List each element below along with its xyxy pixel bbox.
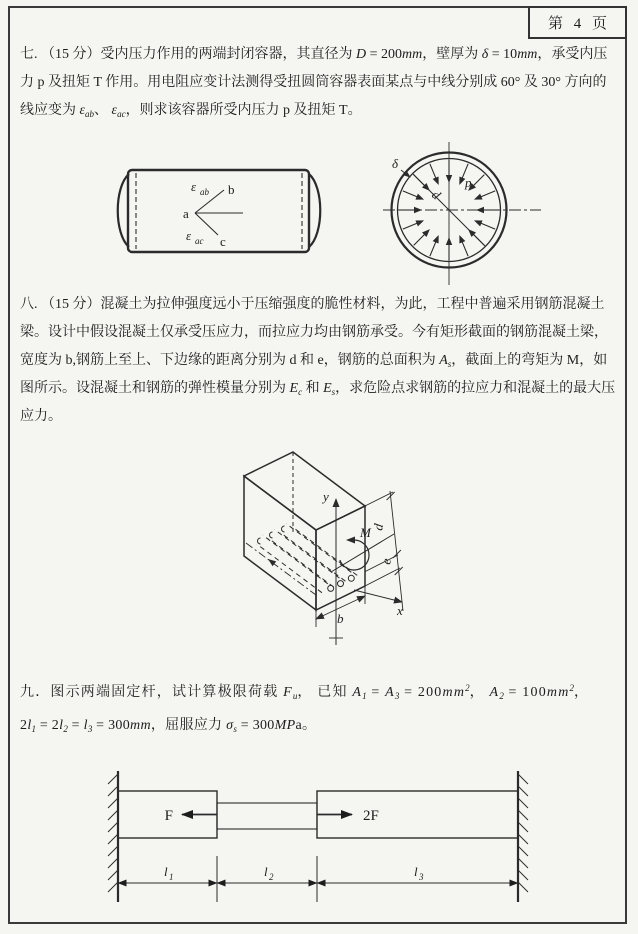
text-line: 宽度为 b,钢筋上至上、下边缘的距离分别为 d 和 e，钢筋的总面积为 $A_s$，截面上的弯矩为 M，如	[20, 353, 608, 369]
beam-outline	[244, 452, 365, 610]
cylinder-vessel-figure	[98, 147, 350, 271]
text-line: 应力。	[20, 409, 62, 424]
text-line: 图所示。设混凝土和钢筋的弹性模量分别为 $E_c$ 和 $E_s$，求危险点求钢筋的拉应力和混凝土的最大压	[20, 381, 616, 397]
label-strain-ac: ε	[186, 228, 192, 243]
problem-7-text	[20, 41, 624, 125]
x-axis	[354, 590, 402, 602]
label-strain-ac-sub: ac	[195, 236, 204, 246]
problem-9-text	[20, 670, 624, 744]
label-axis-x: x	[397, 603, 403, 618]
label-pressure: p	[465, 175, 472, 190]
label-l2: l	[264, 864, 268, 879]
page-number-box	[528, 6, 627, 39]
label-point-c: c	[220, 234, 226, 249]
text-line: 九．图示两端固定杆，试计算极限荷载 $F_u$， 已知 $A_1 = A_3 = 200mm^2$， $A_2 = 100mm^2$，	[20, 683, 590, 701]
moment-arrow	[346, 537, 355, 544]
label-axis-y: y	[323, 489, 329, 504]
bar-segment-2	[217, 803, 317, 829]
text-line: 七. （15 分）受内压力作用的两端封闭容器，其直径为 D = 200mm，壁厚为 δ = 10mm，承受内压	[20, 47, 608, 62]
label-dim-d: d	[370, 522, 387, 532]
rebar-hooks	[258, 526, 285, 544]
label-force-F: F	[164, 808, 173, 824]
vessel-cross-section-figure	[383, 139, 545, 293]
label-diameter: d	[429, 186, 444, 203]
label-strain-ab: ε	[191, 179, 197, 194]
text-line: $2l_1 = 2l_2 = l_3 = 300mm$，屈服应力 $\sigma_s = 300MPa$。	[20, 718, 317, 734]
label-moment: M	[360, 525, 371, 540]
label-strain-ab-sub: ab	[200, 187, 209, 197]
label-point-a: a	[183, 206, 189, 221]
text-line: 线应变为 $\varepsilon_{ab}$、 $\varepsilon_{ac}$，则求该容器所受内压力 p 及扭矩 T。	[20, 103, 362, 119]
label-l1-sub: 1	[169, 872, 174, 882]
right-wall-hatch	[518, 774, 528, 892]
left-wall-hatch	[108, 774, 118, 892]
rebar-sections	[328, 575, 355, 591]
label-wall-thickness: δ	[392, 156, 399, 171]
label-force-2F: 2F	[363, 808, 379, 824]
rebar-hatch	[257, 524, 357, 593]
label-l3: l	[414, 864, 418, 879]
label-l3-sub: 3	[419, 872, 424, 882]
text-line: 梁。设计中假设混凝土仅承受压应力，而拉应力均由钢筋承受。今有矩形截面的钢筋混凝土梁，	[20, 325, 608, 340]
vessel-outline	[118, 170, 321, 252]
beam-section-figure	[224, 449, 464, 661]
text-line: 力 p 及扭矩 T 作用。用电阻应变计法测得受扭圆筒容器表面某点与中线分别成 60° 及 30° 方向的	[20, 75, 607, 90]
dimension-lines	[118, 856, 518, 902]
text-line: 八. （15 分）混凝土为拉伸强度远小于压缩强度的脆性材料，为此，工程中普遍采用钢筋混凝土	[20, 297, 605, 312]
problem-8-text	[20, 291, 624, 431]
stepped-bar-figure	[95, 756, 545, 918]
rebar-axis	[246, 543, 316, 595]
label-dim-e: e	[378, 557, 394, 566]
label-l2-sub: 2	[269, 872, 274, 882]
label-l1: l	[164, 864, 168, 879]
label-point-b: b	[228, 182, 235, 197]
rebar-axis-arrow	[268, 559, 276, 566]
page-number: 第 4 页	[547, 16, 607, 32]
d-e-dimension	[365, 491, 403, 611]
centerlines	[383, 142, 541, 285]
label-dim-b: b	[337, 611, 344, 626]
